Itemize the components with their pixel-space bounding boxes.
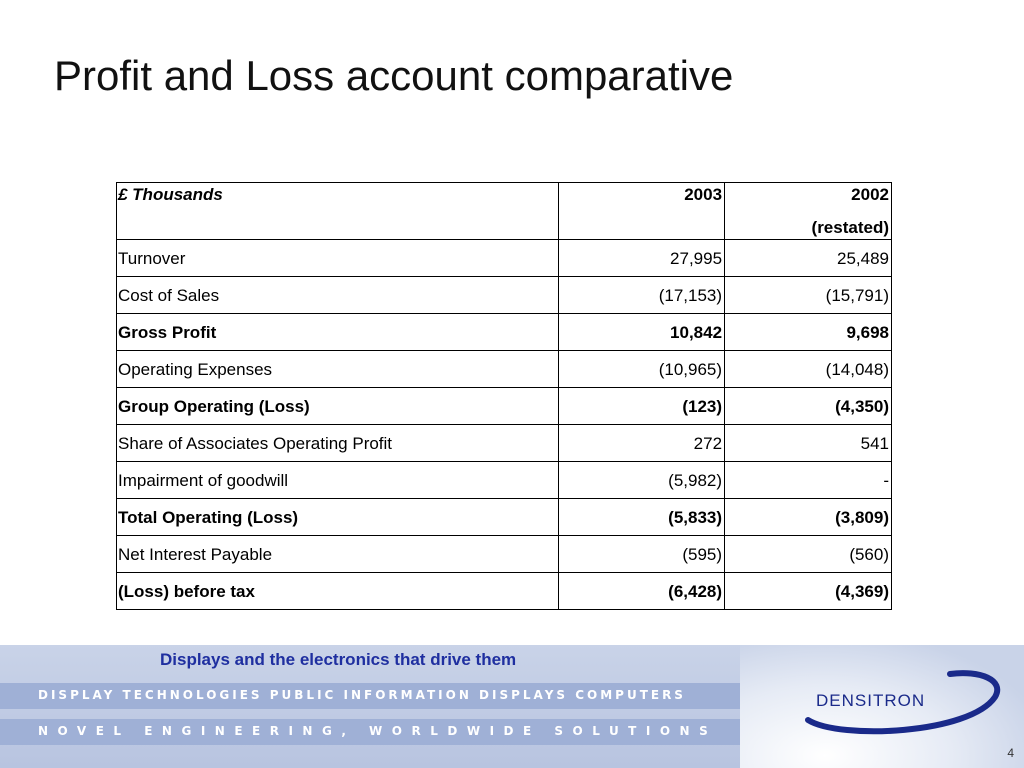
row-label: Impairment of goodwill bbox=[117, 462, 559, 499]
row-value-2002: (3,809) bbox=[725, 499, 892, 536]
profit-loss-table bbox=[116, 182, 892, 610]
row-value-2002: (4,369) bbox=[725, 573, 892, 610]
table-header-row bbox=[117, 183, 892, 240]
row-label: Share of Associates Operating Profit bbox=[117, 425, 559, 462]
header-2003: 2003 bbox=[558, 183, 724, 240]
row-label: Group Operating (Loss) bbox=[117, 388, 559, 425]
footer-slogan-strip: NOVEL ENGINEERING, WORLDWIDE SOLUTIONS bbox=[38, 724, 718, 738]
table-row bbox=[117, 462, 892, 499]
row-label: (Loss) before tax bbox=[117, 573, 559, 610]
row-value-2003: (5,982) bbox=[558, 462, 724, 499]
table-row bbox=[117, 536, 892, 573]
row-value-2002: 25,489 bbox=[725, 240, 892, 277]
table-row bbox=[117, 499, 892, 536]
row-value-2002: (560) bbox=[725, 536, 892, 573]
row-label: Gross Profit bbox=[117, 314, 559, 351]
row-value-2003: 10,842 bbox=[558, 314, 724, 351]
row-value-2002: (15,791) bbox=[725, 277, 892, 314]
table-row bbox=[117, 240, 892, 277]
table-row bbox=[117, 573, 892, 610]
row-value-2003: (17,153) bbox=[558, 277, 724, 314]
row-value-2002: 541 bbox=[725, 425, 892, 462]
table-row bbox=[117, 314, 892, 351]
row-label: Operating Expenses bbox=[117, 351, 559, 388]
footer-tagline: Displays and the electronics that drive them bbox=[160, 650, 517, 669]
header-2002: 2002 (restated) bbox=[725, 183, 892, 240]
page-title: Profit and Loss account comparative bbox=[54, 52, 734, 99]
row-value-2002: 9,698 bbox=[725, 314, 892, 351]
row-value-2003: 27,995 bbox=[558, 240, 724, 277]
row-value-2003: (595) bbox=[558, 536, 724, 573]
page-number: 4 bbox=[1007, 746, 1014, 760]
row-value-2003: 272 bbox=[558, 425, 724, 462]
row-label: Cost of Sales bbox=[117, 277, 559, 314]
header-2002-restated: (restated) bbox=[811, 218, 889, 237]
footer-products-strip: DISPLAY TECHNOLOGIES PUBLIC INFORMATION DISPLAYS COMPUTERS bbox=[38, 688, 686, 702]
logo-text: DENSITRON bbox=[816, 691, 926, 710]
table-row bbox=[117, 425, 892, 462]
row-value-2002: (14,048) bbox=[725, 351, 892, 388]
table-row bbox=[117, 277, 892, 314]
table-row bbox=[117, 351, 892, 388]
row-value-2002: (4,350) bbox=[725, 388, 892, 425]
row-value-2003: (6,428) bbox=[558, 573, 724, 610]
row-label: Turnover bbox=[117, 240, 559, 277]
densitron-logo bbox=[800, 662, 1010, 742]
row-value-2003: (5,833) bbox=[558, 499, 724, 536]
row-value-2003: (123) bbox=[558, 388, 724, 425]
table-row bbox=[117, 388, 892, 425]
header-label: £ Thousands bbox=[117, 183, 559, 240]
row-label: Total Operating (Loss) bbox=[117, 499, 559, 536]
row-value-2002: - bbox=[725, 462, 892, 499]
row-label: Net Interest Payable bbox=[117, 536, 559, 573]
row-value-2003: (10,965) bbox=[558, 351, 724, 388]
